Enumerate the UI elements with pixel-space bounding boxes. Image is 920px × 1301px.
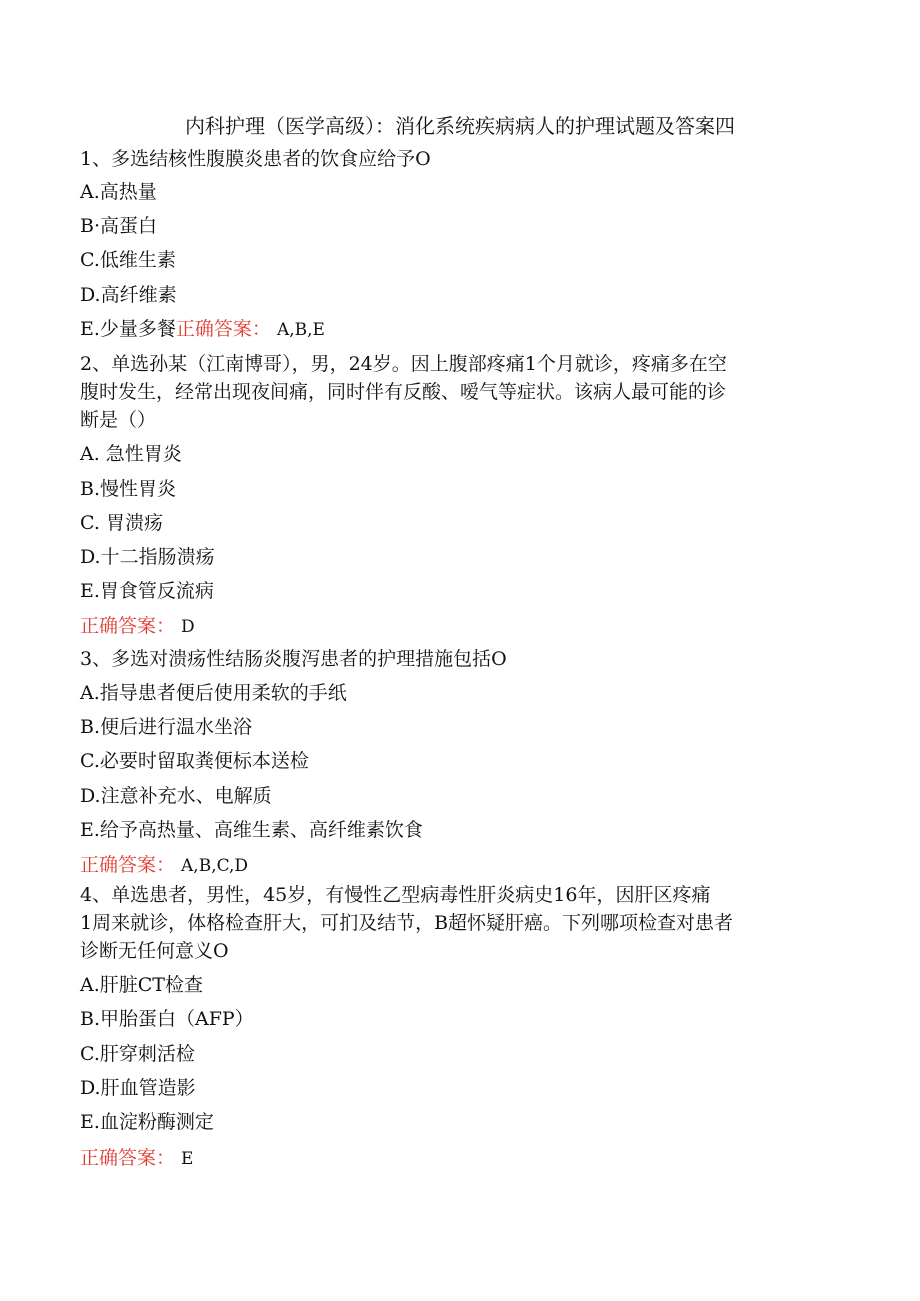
question-4-stem-line-3: 诊断无任何意义O bbox=[80, 940, 229, 962]
question-2-option-e: E.胃食管反流病 bbox=[80, 580, 214, 602]
question-1-option-e: E.少量多餐 bbox=[80, 318, 176, 340]
answer-label: 正确答案： bbox=[175, 318, 271, 340]
question-4-stem-line-1: 4、单选患者，男性，45岁，有慢性乙型病毒性肝炎病史16年，因肝区疼痛 bbox=[80, 884, 711, 906]
question-3-option-b: B.便后进行温水坐浴 bbox=[80, 716, 253, 738]
question-3-answer: A,B,C,D bbox=[181, 856, 249, 876]
question-2-option-d: D.十二指肠溃疡 bbox=[80, 546, 215, 568]
question-3-option-e: E.给予高热量、高维生素、高纤维素饮食 bbox=[80, 819, 423, 841]
question-4-option-d: D.肝血管造影 bbox=[80, 1077, 196, 1099]
question-2-stem-line-1: 2、单选孙某（江南博哥），男，24岁。因上腹部疼痛1个月就诊，疼痛多在空 bbox=[80, 353, 727, 375]
question-1-option-c: C.低维生素 bbox=[80, 249, 176, 271]
question-3-option-d: D.注意补充水、电解质 bbox=[80, 785, 272, 807]
question-2-option-c: C. 胃溃疡 bbox=[80, 512, 163, 534]
question-2-option-b: B.慢性胃炎 bbox=[80, 478, 177, 500]
question-2-answer-line bbox=[80, 612, 840, 641]
question-3-answer-line bbox=[80, 851, 840, 880]
question-1-answer: A,B,E bbox=[276, 320, 325, 340]
answer-label: 正确答案： bbox=[80, 854, 176, 876]
question-3-option-a: A.指导患者便后使用柔软的手纸 bbox=[80, 682, 347, 704]
question-3-stem: 3、多选对溃疡性结肠炎腹泻患者的护理措施包括O bbox=[80, 648, 507, 670]
question-1-option-a: A.高热量 bbox=[80, 181, 157, 203]
question-4-option-e: E.血淀粉酶测定 bbox=[80, 1111, 214, 1133]
answer-label: 正确答案： bbox=[80, 615, 176, 637]
question-4-option-c: C.肝穿刺活检 bbox=[80, 1043, 195, 1065]
document-title: 内科护理（医学高级）：消化系统疾病病人的护理试题及答案四 bbox=[185, 114, 735, 138]
answer-label: 正确答案： bbox=[80, 1147, 176, 1169]
question-2-answer: D bbox=[181, 617, 195, 637]
question-4-answer: E bbox=[181, 1149, 194, 1169]
question-3-option-c: C.必要时留取粪便标本送检 bbox=[80, 750, 309, 772]
question-1-stem: 1、多选结核性腹膜炎患者的饮食应给予O bbox=[80, 148, 431, 170]
question-4-option-b: B.甲胎蛋白（AFP） bbox=[80, 1008, 254, 1030]
question-4-answer-line bbox=[80, 1144, 840, 1173]
question-4-stem-line-2: 1周来就诊，体格检查肝大，可扪及结节，B超怀疑肝癌。下列哪项检查对患者 bbox=[80, 912, 734, 934]
question-1-option-d: D.高纤维素 bbox=[80, 284, 177, 306]
question-1-option-e-with-answer bbox=[80, 315, 840, 344]
question-1-option-b: B·高蛋白 bbox=[80, 215, 158, 237]
question-2-option-a: A. 急性胃炎 bbox=[80, 443, 182, 465]
question-4-option-a: A.肝脏CT检查 bbox=[80, 974, 203, 996]
question-2-stem-line-3: 断是（） bbox=[80, 409, 157, 431]
question-2-stem-line-2: 腹时发生，经常出现夜间痛，同时伴有反酸、嗳气等症状。该病人最可能的诊 bbox=[80, 381, 727, 403]
